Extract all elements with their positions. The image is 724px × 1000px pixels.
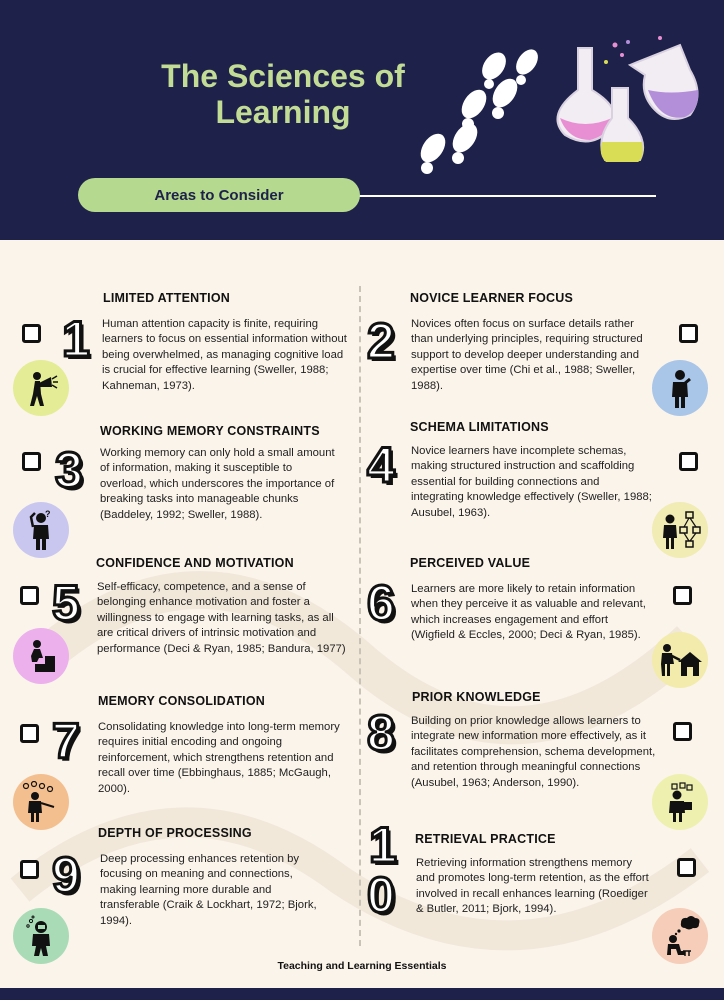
checkbox[interactable]	[673, 586, 692, 605]
item-heading: PERCEIVED VALUE	[410, 556, 531, 570]
item-body: Learners are more likely to retain information when they perceive it as valuable and relevant, which increases engagement and effort (Wigfield & Eccles, 2000; Deci & Ryan, 1985).	[411, 583, 646, 642]
icon-circle	[13, 502, 69, 558]
checkbox[interactable]	[20, 860, 39, 879]
checkbox[interactable]	[673, 722, 692, 741]
item-body: Human attention capacity is finite, requiring learners to focus on essential information without being overwhelmed, as managing cognitive load is crucial for effective learning (Sweller, 1988; Kahneman, 1973).	[102, 318, 347, 392]
checkbox[interactable]	[22, 452, 41, 471]
person-confused-icon	[21, 509, 61, 551]
item-number: 7	[52, 713, 80, 769]
footer-bar	[0, 988, 724, 1000]
areas-pill: Areas to Consider	[78, 178, 360, 212]
item-heading: CONFIDENCE AND MOTIVATION	[96, 556, 294, 570]
checkbox[interactable]	[679, 452, 698, 471]
person-climbing-icon	[21, 636, 61, 676]
item-body: Working memory can only hold a small amount of information, making it susceptible to overload, which underscores the importance of breaking tasks into manageable chunks (Baddeley, 1992; Sweller, 1988).	[100, 447, 335, 521]
checkbox[interactable]	[22, 324, 41, 343]
item-heading: LIMITED ATTENTION	[103, 291, 230, 305]
person-thinking-icon	[660, 367, 700, 409]
item-body: Consolidating knowledge into long-term memory requires initial encoding and ongoing reinforcement, which strengthens retention and recall over time (Ebbinghaus, 1885; McGaugh, 2000).	[98, 721, 340, 795]
item-body: Deep processing enhances retention by focusing on meaning and connections, making learning more durable and transferable (Craik & Lockhart, 1972; Bjork, 1994).	[100, 853, 317, 927]
title-line-2: Learning	[215, 94, 351, 130]
item-number: 1	[62, 311, 90, 367]
item-heading: RETRIEVAL PRACTICE	[415, 832, 556, 846]
item-number: 8	[367, 705, 395, 761]
header-banner	[0, 0, 724, 240]
icon-circle	[652, 360, 708, 416]
item-heading: WORKING MEMORY CONSTRAINTS	[100, 424, 320, 438]
item-number-ones: 0	[367, 867, 395, 923]
item-heading: PRIOR KNOWLEDGE	[412, 690, 541, 704]
diver-icon	[21, 915, 61, 957]
checkbox[interactable]	[20, 724, 39, 743]
icon-circle	[13, 774, 69, 830]
title-line-1: The Sciences of	[161, 58, 405, 94]
icon-circle	[13, 908, 69, 964]
person-thought-bubble-icon	[659, 915, 701, 957]
item-number-tens: 1	[369, 820, 397, 870]
item-body: Self-efficacy, competence, and a sense of belonging enhance motivation and foster a willingness to engage with learning tasks, as all are critical drivers of intrinsic motivation and performance (Deci & Ryan, 1985; Bandura, 1977)	[97, 581, 346, 655]
content-area	[0, 240, 724, 988]
item-heading: DEPTH OF PROCESSING	[98, 826, 252, 840]
item-heading: MEMORY CONSOLIDATION	[98, 694, 265, 708]
item-body: Building on prior knowledge allows learners to integrate new information more effectively, as it facilitates comprehension, schema development, and retention through meaningful connections (Ausubel, 1963; Anderson, 1990).	[411, 715, 656, 789]
item-body: Retrieving information strengthens memory and promotes long-term retention, as the effort involved in recall enhances learning (Roediger & Butler, 2011; Bjork, 1994).	[416, 857, 649, 916]
icon-circle	[13, 360, 69, 416]
icon-circle	[652, 774, 708, 830]
icon-circle	[13, 628, 69, 684]
icon-circle	[652, 632, 708, 688]
person-ideas-icon	[20, 781, 62, 823]
checkbox[interactable]	[20, 586, 39, 605]
checkbox[interactable]	[679, 324, 698, 343]
checkbox[interactable]	[677, 858, 696, 877]
person-flowchart-icon	[658, 509, 702, 551]
item-number	[369, 820, 399, 870]
item-heading: NOVICE LEARNER FOCUS	[410, 291, 574, 305]
item-heading: SCHEMA LIMITATIONS	[410, 420, 549, 434]
person-reading-icon	[660, 781, 700, 823]
icon-circle	[652, 908, 708, 964]
header-rule	[358, 195, 656, 197]
item-number: 4	[367, 437, 395, 493]
icon-circle	[652, 502, 708, 558]
item-number: 2	[367, 313, 395, 369]
person-megaphone-icon	[21, 368, 61, 408]
item-body: Novices often focus on surface details rather than underlying principles, requiring structured support to develop deeper understanding and expertise over time (Chi et al., 1988; Sweller, 1988).	[411, 318, 643, 392]
svg-text:?: ?	[45, 509, 51, 519]
page-title	[118, 58, 448, 130]
item-number: 6	[367, 575, 395, 631]
item-number: 9	[52, 847, 80, 903]
person-building-house-icon	[658, 640, 702, 680]
flasks-icon	[557, 36, 698, 162]
item-number: 5	[52, 575, 80, 631]
item-body: Novice learners have incomplete schemas, making structured instruction and scaffolding essential for building connections and integrating knowledge effectively (Sweller, 1988; Ausubel, 1963).	[411, 445, 652, 519]
column-divider	[359, 286, 361, 946]
footer-label: Teaching and Learning Essentials	[277, 960, 447, 972]
item-number: 3	[55, 442, 83, 498]
